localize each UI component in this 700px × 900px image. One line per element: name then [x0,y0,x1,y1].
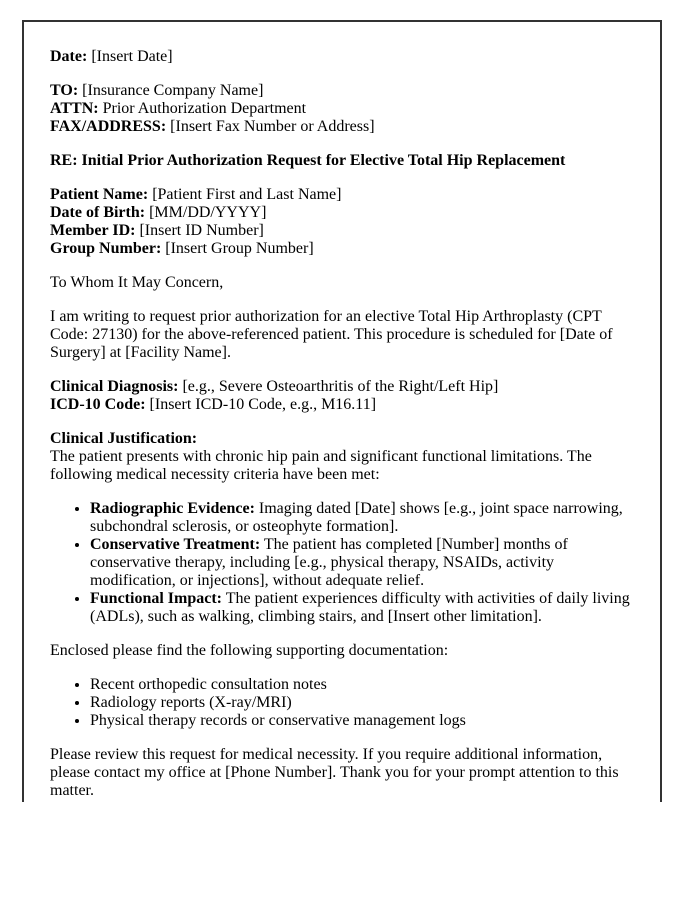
date-value: [Insert Date] [87,48,173,65]
patient-info-block [50,186,642,258]
enclosed-item: • Physical therapy records or conservative management logs [90,712,642,730]
enclosed-intro: Enclosed please find the following supporting documentation: [50,642,449,659]
fax-value: [Insert Fax Number or Address] [166,118,375,135]
criterion-text: Imaging dated [Date] shows [e.g., joint space narrowing, subchondral sclerosis, or osteophyte formation]. [90,500,623,535]
justification-intro: The patient presents with chronic hip pain and significant functional limitations. The following medical necessity criteria have been met: [50,448,592,483]
member-id-label: Member ID: [50,222,136,239]
patient-name-label: Patient Name: [50,186,149,203]
date-line [50,48,642,66]
enclosed-item: • Recent orthopedic consultation notes [90,676,642,694]
attn-value: Prior Authorization Department [98,100,307,117]
criterion-item-functional [90,590,642,626]
date-label: Date: [50,48,88,65]
criterion-item-conservative [90,536,642,590]
letter-page [22,20,662,802]
dob-label: Date of Birth: [50,204,146,221]
enclosed-item: • Radiology reports (X-ray/MRI) [90,694,642,712]
diagnosis-value: [e.g., Severe Osteoarthritis of the Right/Left Hip] [178,378,499,395]
enclosed-list [50,676,642,730]
criterion-label: Conservative Treatment: [90,536,261,553]
icd10-value: [Insert ICD-10 Code, e.g., M16.11] [145,396,377,413]
diagnosis-block [50,378,642,414]
attn-label: ATTN: [50,100,99,117]
group-number-value: [Insert Group Number] [161,240,314,257]
icd10-label: ICD-10 Code: [50,396,146,413]
closing-paragraph: Please review this request for medical necessity. If you require additional information, please contact my office at [Phone Number]. Thank you for your prompt attention to this matter. [50,746,619,799]
recipient-block [50,82,642,136]
re-subject-line: RE: Initial Prior Authorization Request for Elective Total Hip Replacement [50,152,566,169]
diagnosis-label: Clinical Diagnosis: [50,378,179,395]
to-value: [Insurance Company Name] [78,82,264,99]
patient-name-value: [Patient First and Last Name] [148,186,342,203]
clinical-justification-block [50,430,642,484]
dob-value: [MM/DD/YYYY] [145,204,267,221]
criterion-label: Radiographic Evidence: [90,500,255,517]
criterion-text: The patient has completed [Number] months of conservative therapy, including [e.g., physical therapy, NSAIDs, activity modification, or injections], without adequate relief. [90,536,568,589]
criterion-label: Functional Impact: [90,590,222,607]
group-number-label: Group Number: [50,240,162,257]
to-label: TO: [50,82,79,99]
fax-label: FAX/ADDRESS: [50,118,167,135]
salutation: To Whom It May Concern, [50,274,224,291]
criteria-list [50,500,642,626]
criterion-text: The patient experiences difficulty with activities of daily living (ADLs), such as walking, climbing stairs, and [Insert other limitation]. [90,590,630,625]
intro-paragraph: I am writing to request prior authorization for an elective Total Hip Arthroplasty (CPT Code: 27130) for the above-referenced patient. This procedure is scheduled for [Date of Surgery] at [Facility Name]. [50,308,613,361]
criterion-item-radiographic [90,500,642,536]
member-id-value: [Insert ID Number] [135,222,264,239]
clinical-justification-heading: Clinical Justification: [50,430,198,447]
